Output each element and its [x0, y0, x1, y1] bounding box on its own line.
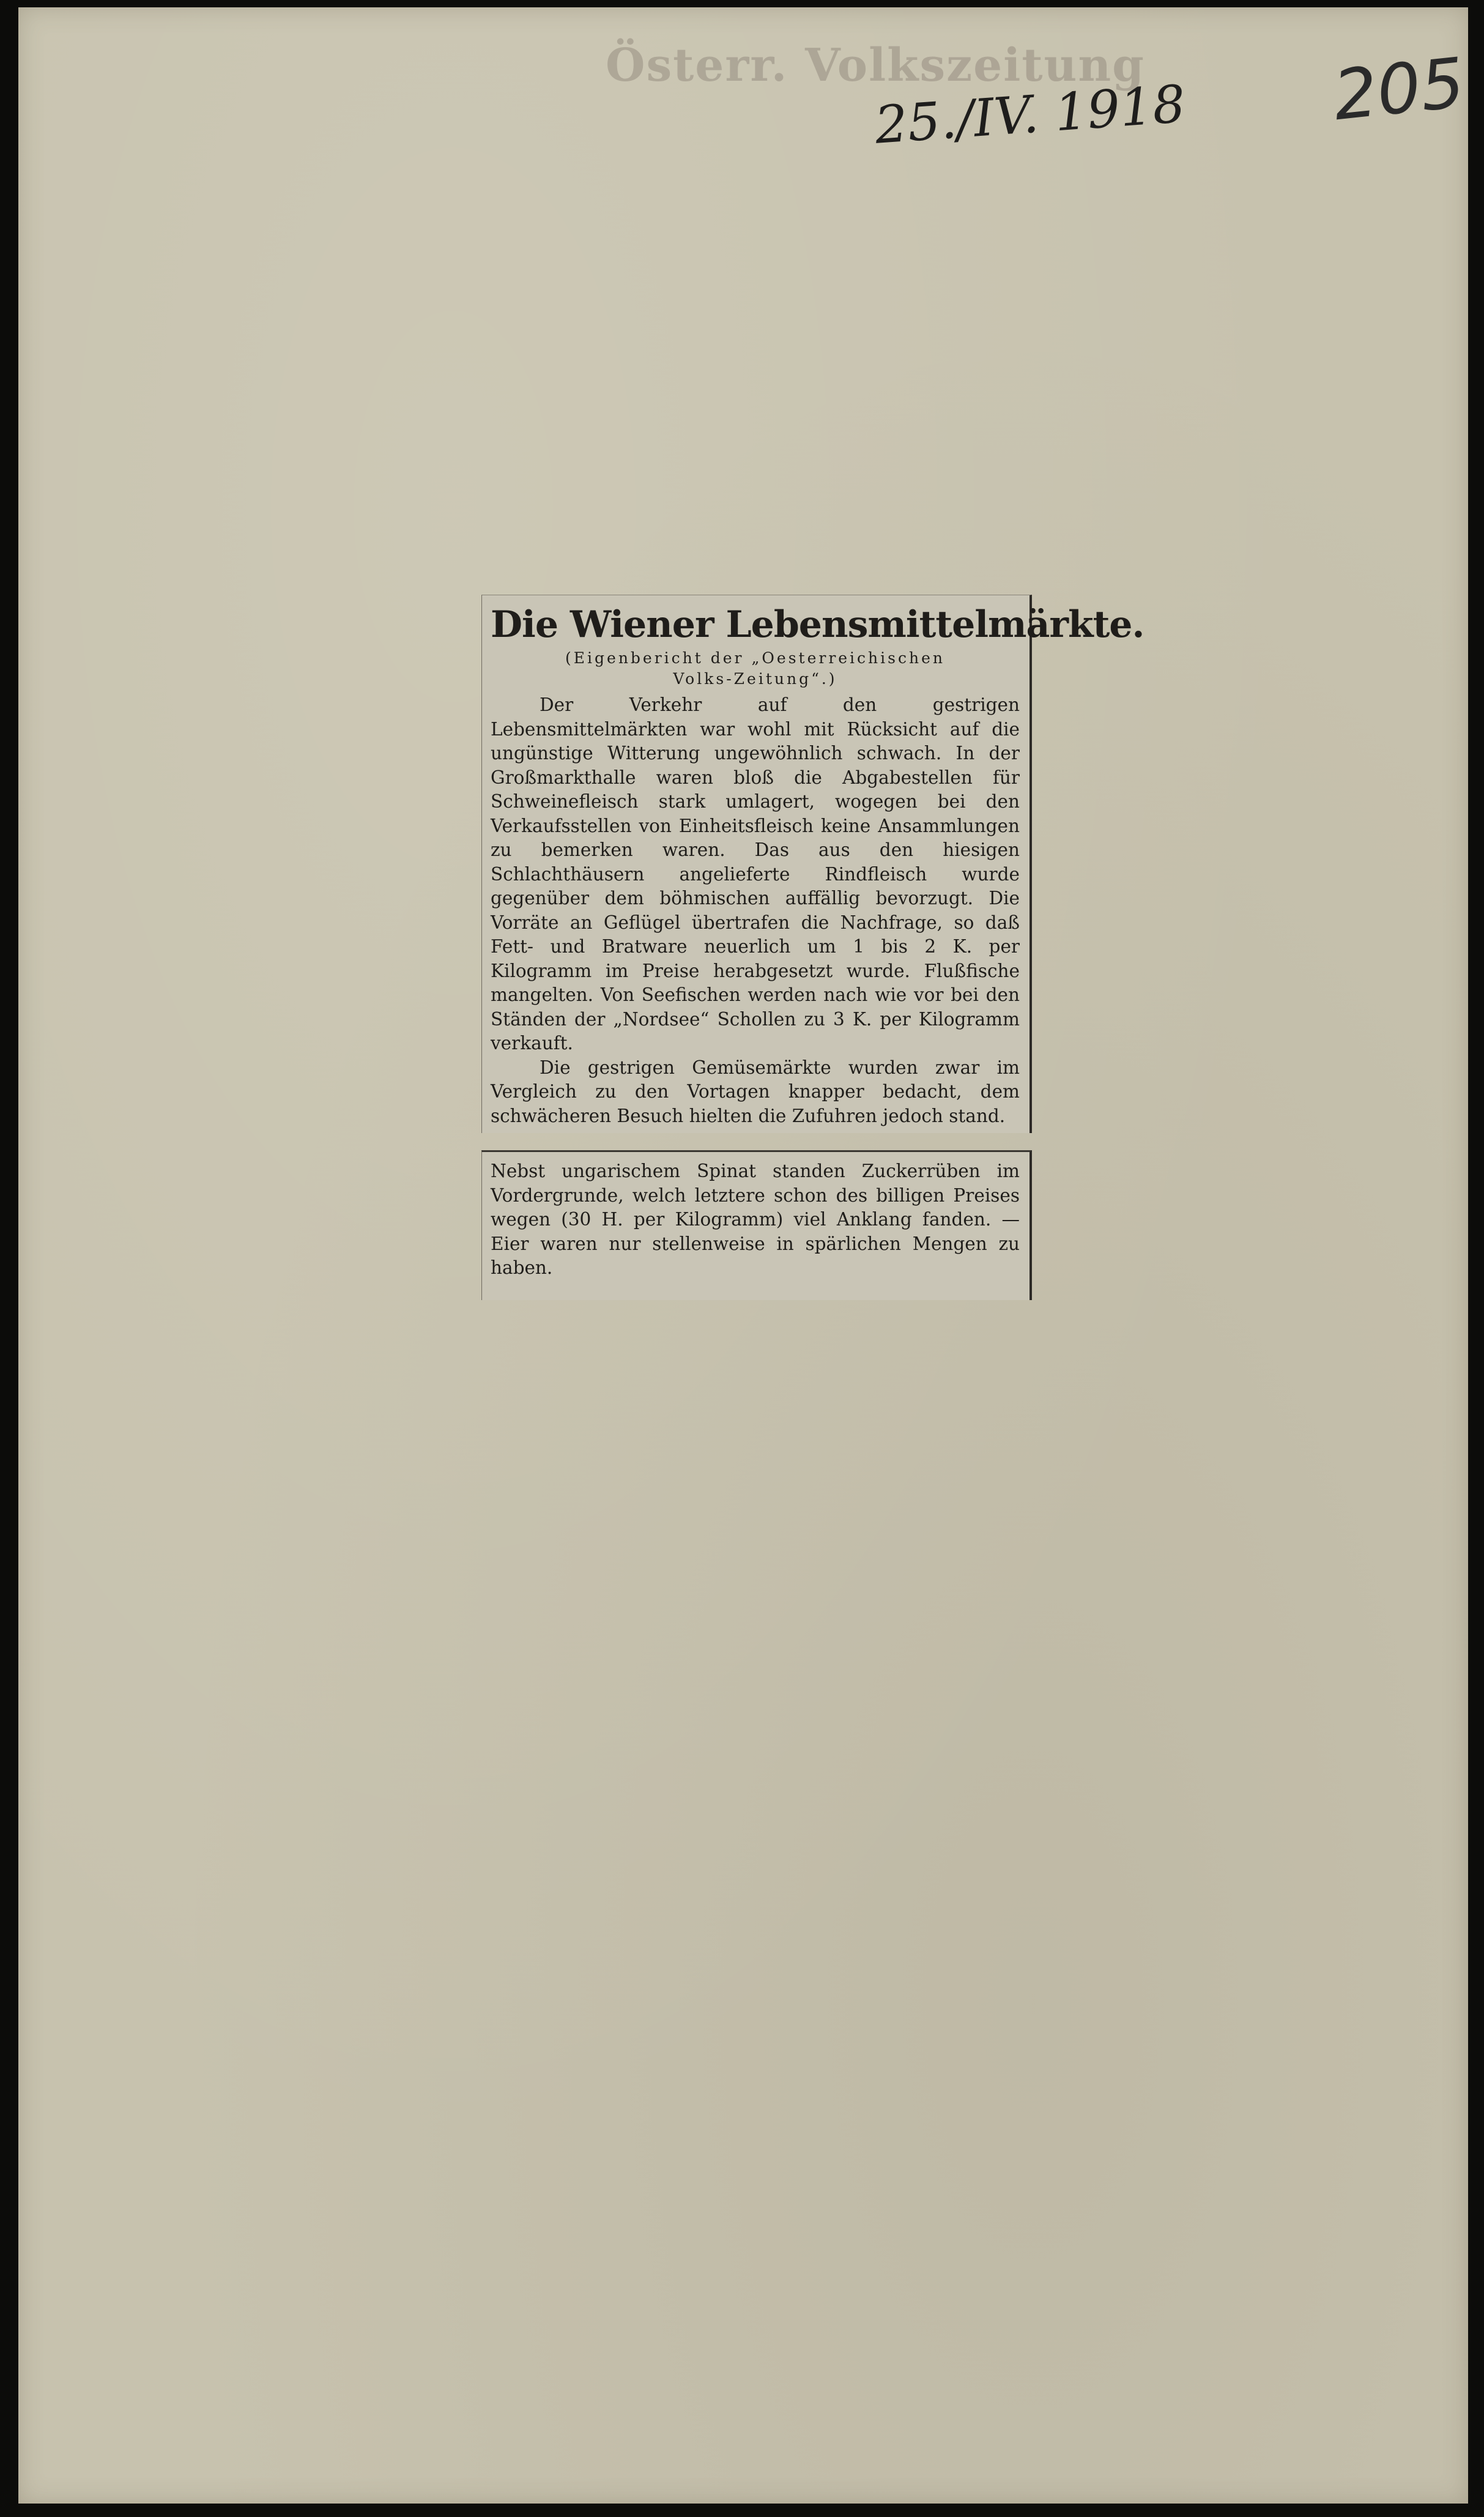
- handwritten-date: 25./IV. 1918: [873, 73, 1187, 155]
- article-subline-2: Volks-Zeitung“.): [673, 670, 837, 688]
- article-paragraph-1: Der Verkehr auf den gestrigen Lebensmittelmärkten war wohl mit Rücksicht auf die ungünstige Witterung ungewöhnlich schwach. In der Großmarkthalle waren bloß die Abgabestellen für Schweinefleisch stark umlagert, wogegen bei den Verkaufsstellen von Einheitsfleisch keine Ansammlungen zu bemerken waren. Das aus den hiesigen Schlachthäusern angelieferte Rindfleisch wurde gegenüber dem böhmischen auffällig bevorzugt. Die Vorräte an Geflügel übertrafen die Nachfrage, so daß Fett- und Bratware neuerlich um 1 bis 2 K. per Kilogramm im Preise herabgesetzt wurde. Flußfische mangelten. Von Seefischen werden nach wie vor bei den Ständen der „Nordsee“ Schollen zu 3 K. per Kilogramm verkauft.: [491, 694, 1020, 1054]
- article-headline: Die Wiener Lebensmittelmärkte.: [491, 603, 1145, 646]
- newspaper-clipping-main: [481, 595, 1145, 1133]
- newspaper-clipping-continuation: [481, 1150, 1032, 1300]
- article-continuation: Nebst ungarischem Spinat standen Zuckerrüben im Vordergrunde, welch letztere schon des billigen Preises wegen (30 H. per Kilogramm) viel Anklang fanden. — Eier waren nur stellenweise in spärlichen Mengen zu haben.: [491, 1161, 1020, 1278]
- handwritten-page-number: 205: [1329, 43, 1469, 136]
- newspaper-source-stamp: Österr. Volkszeitung: [606, 39, 1145, 92]
- article-subline-1: (Eigenbericht der „Oesterreichischen: [565, 649, 945, 667]
- article-paragraph-2: Die gestrigen Gemüsemärkte wurden zwar im Vergleich zu den Vortagen knapper bedacht, dem schwächeren Besuch hielten die Zufuhren jedoch stand.: [491, 1057, 1020, 1126]
